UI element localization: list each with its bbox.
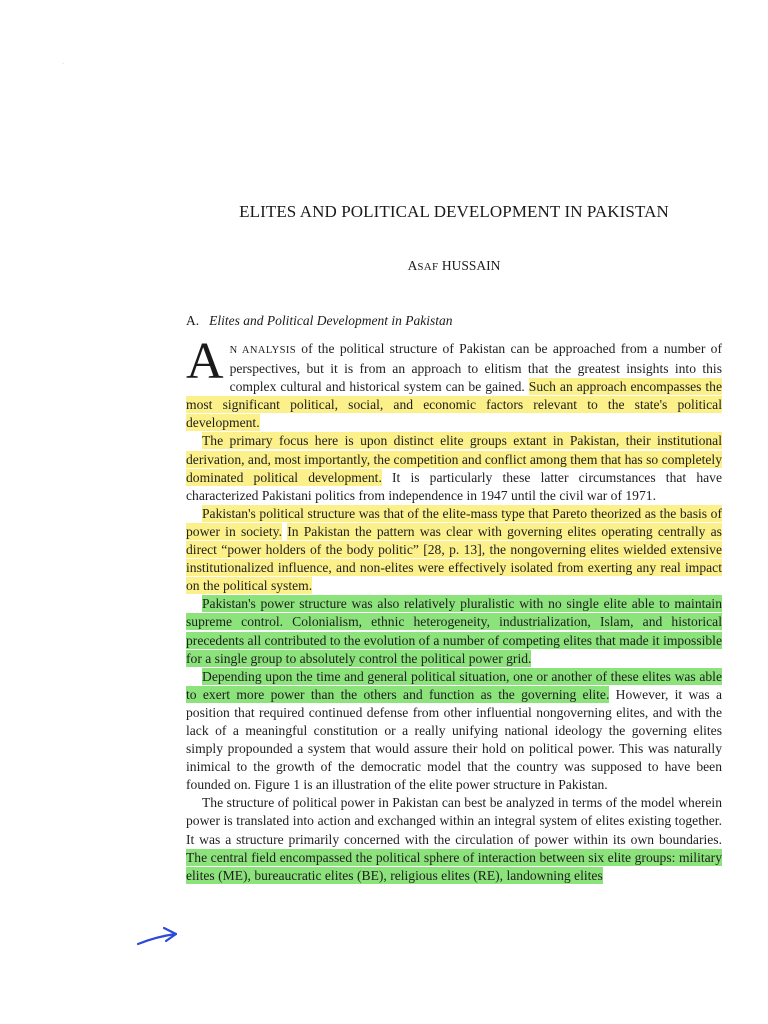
- yellow-highlight: Pakistan's political structure was that of the elite-mass type that Pareto theorized as the basis of power in society.: [186, 505, 722, 539]
- paragraph-1: [186, 333, 722, 432]
- paragraph-5-text: However, it was a position that required continued defense from other influential nongoverning elites, and with the lack of a meaningful constitution or a really unifying national ideology the governing elites simply propounded a system that would assure their hold on political power. This was naturally inimical to the growth of the democratic model that the country was supposed to have been founded on. Figure 1 is an illustration of the elite power structure in Pakistan.: [186, 686, 722, 793]
- paragraph-6: [186, 794, 722, 884]
- opening-smallcaps: N ANALYSIS: [229, 345, 296, 356]
- section-title: Elites and Political Development in Pakistan: [209, 313, 453, 328]
- author-last-name: HUSSAIN: [441, 258, 501, 273]
- paragraph-2: [186, 432, 722, 504]
- drop-cap: A: [186, 333, 224, 390]
- paragraph-5: [186, 668, 722, 795]
- article-body: [186, 333, 722, 885]
- paragraph-2-text: It is particularly these latter circumstances that have characterized Pakistani politics from independence in 1947 until the civil war of 1971.: [186, 469, 722, 503]
- green-highlight: Pakistan's power structure was also relatively pluralistic with no single elite able to maintain supreme control. Colonialism, ethnic heterogeneity, industrialization, Islam, and historical precedents all contributed to the evolution of a number of competing elites that made it impossible for a single group to absolutely control the political power grid.: [186, 596, 722, 666]
- paragraph-3: [186, 505, 722, 595]
- green-highlight: Depending upon the time and general political situation, one or another of these elites was able to exert more power than the others and function as the governing elite.: [186, 668, 722, 702]
- paragraph-4: [186, 595, 722, 667]
- paragraph-1-text: of the political structure of Pakistan can be approached from a number of perspectives, but it is from an approach to elitism that the greatest insights into this complex cultural and historical system can be gained.: [229, 341, 722, 395]
- author-first-rest: SAF: [417, 261, 439, 273]
- green-highlight: The central field encompassed the political sphere of interaction between six elite groups: military elites (ME), bureaucratic elites (BE), religious elites (RE), landowning elites: [186, 849, 722, 883]
- yellow-highlight: The primary focus here is upon distinct elite groups extant in Pakistan, their institutional derivation, and, most importantly, the competition and conflict among them that has so completely dominated political development.: [186, 433, 722, 485]
- yellow-highlight: In Pakistan the pattern was clear with governing elites operating centrally as direct “power holders of the body politic” [28, p. 13], the nongoverning elites wielded extensive institutionalized influence, and non-elites were effectively isolated from exerting any real impact on the political system.: [186, 523, 722, 594]
- author-name: [0, 258, 768, 274]
- section-heading: [186, 313, 452, 329]
- paragraph-6-text: The structure of political power in Pakistan can best be analyzed in terms of the model wherein power is translated into action and exchanged within an integral system of elites existing together. It was a structure primarily concerned with the circulation of power within its own boundaries.: [186, 795, 722, 847]
- yellow-highlight: Such an approach encompasses the most significant political, social, and economic factors relevant to the state's political development.: [186, 379, 722, 431]
- section-label: A.: [186, 313, 200, 328]
- article-title: ELITES AND POLITICAL DEVELOPMENT IN PAKISTAN: [239, 202, 669, 221]
- pen-arrow-icon: [134, 924, 182, 952]
- author-first-initial: A: [407, 258, 418, 273]
